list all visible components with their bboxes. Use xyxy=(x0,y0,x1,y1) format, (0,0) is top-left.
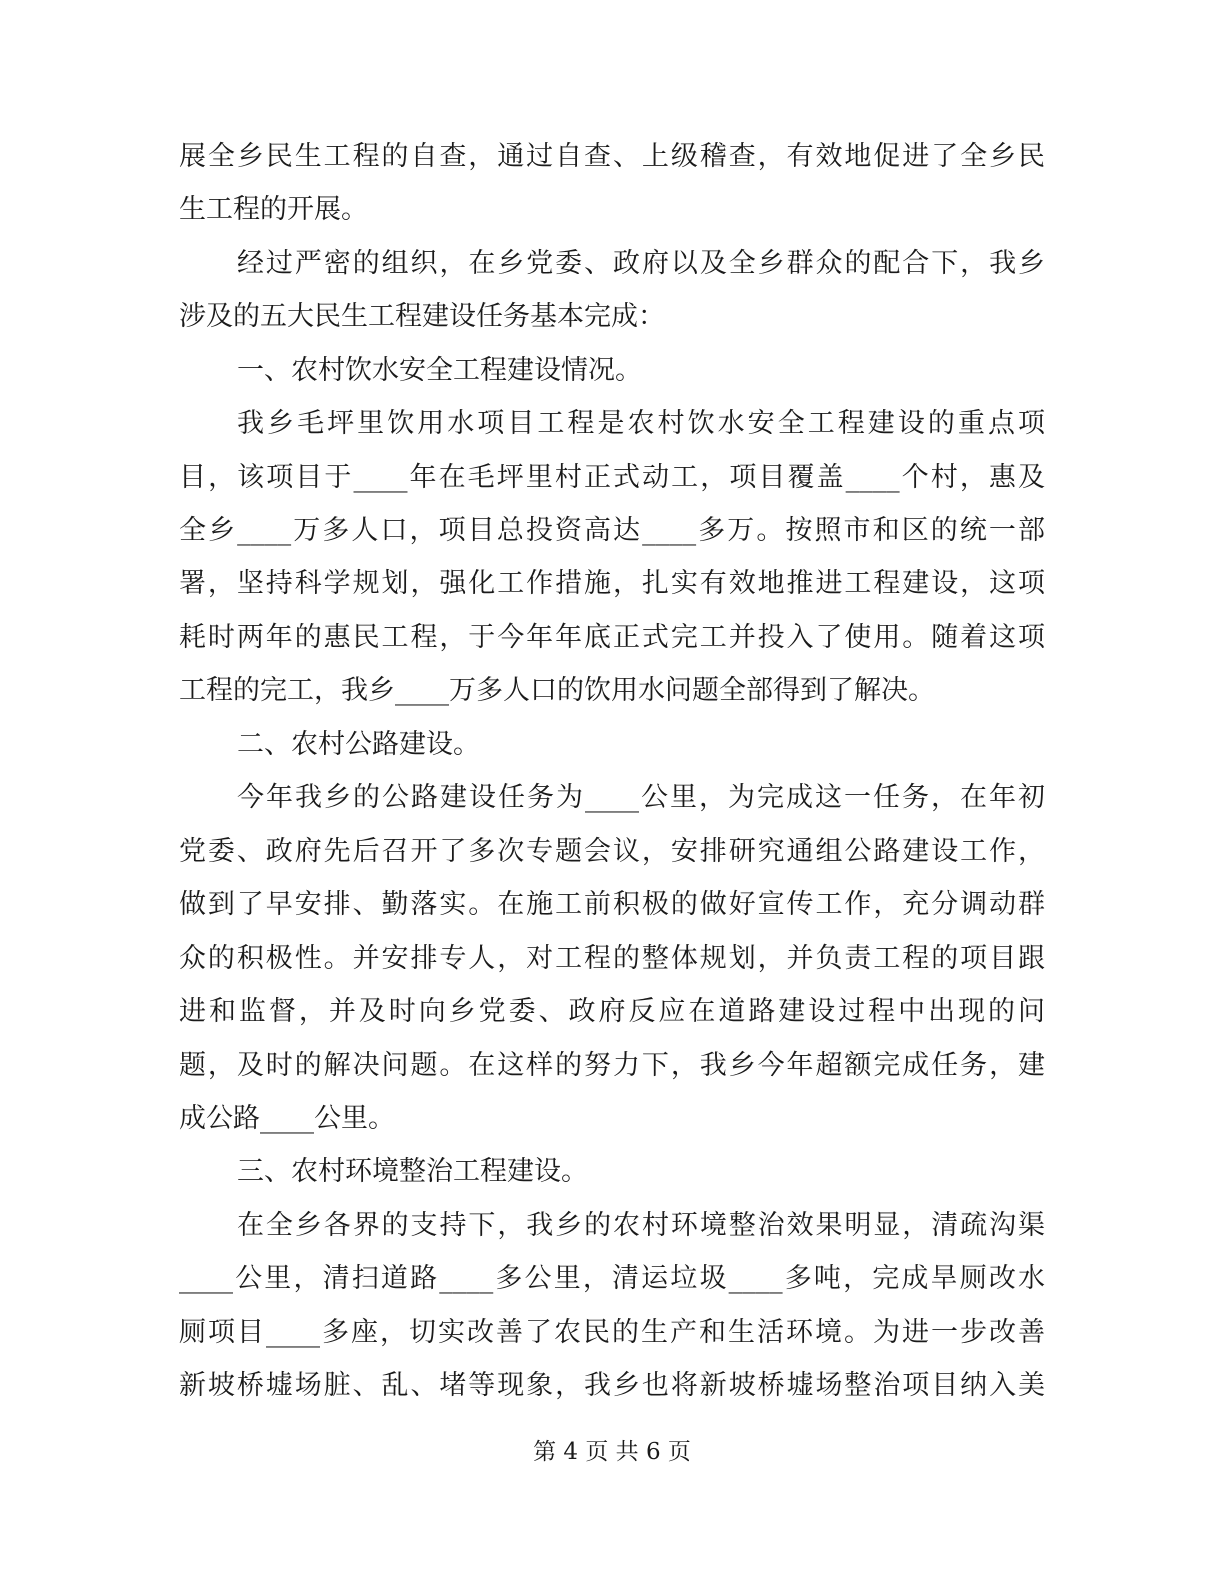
text-line: 经过严密的组织，在乡党委、政府以及全乡群众的配合下，我乡 xyxy=(237,248,1045,279)
text-line: 众的积极性。并安排专人，对工程的整体规划，并负责工程的项目跟 xyxy=(179,943,1045,974)
section-heading-3: 三、农村环境整治工程建设。 xyxy=(237,1156,588,1187)
text-line: 工程的完工，我乡____万多人口的饮用水问题全部得到了解决。 xyxy=(179,675,935,706)
text-line: 题，及时的解决问题。在这样的努力下，我乡今年超额完成任务，建 xyxy=(179,1050,1045,1081)
text-line: 全乡____万多人口，项目总投资高达____多万。按照市和区的统一部 xyxy=(179,515,1045,546)
text-line: 生工程的开展。 xyxy=(179,194,368,225)
page-footer: 第 4 页 共 6 页 xyxy=(533,1439,691,1465)
text-line: 在全乡各界的支持下，我乡的农村环境整治效果明显，清疏沟渠 xyxy=(237,1210,1045,1241)
text-line: 进和监督，并及时向乡党委、政府反应在道路建设过程中出现的问 xyxy=(179,996,1045,1027)
text-line: 成公路____公里。 xyxy=(179,1103,395,1134)
section-heading-1: 一、农村饮水安全工程建设情况。 xyxy=(237,355,642,386)
text-line: 党委、政府先后召开了多次专题会议，安排研究通组公路建设工作， xyxy=(179,836,1045,867)
text-line: 我乡毛坪里饮用水项目工程是农村饮水安全工程建设的重点项 xyxy=(237,408,1045,439)
text-line: 涉及的五大民生工程建设任务基本完成： xyxy=(179,301,665,332)
text-line: 新坡桥墟场脏、乱、堵等现象，我乡也将新坡桥墟场整治项目纳入美 xyxy=(179,1370,1045,1401)
text-line: 目，该项目于____年在毛坪里村正式动工，项目覆盖____个村，惠及 xyxy=(179,462,1045,493)
text-line: 做到了早安排、勤落实。在施工前积极的做好宣传工作，充分调动群 xyxy=(179,889,1045,920)
text-line: ____公里，清扫道路____多公里，清运垃圾____多吨，完成旱厕改水 xyxy=(179,1263,1045,1294)
section-heading-2: 二、农村公路建设。 xyxy=(237,729,480,760)
text-line: 耗时两年的惠民工程，于今年年底正式完工并投入了使用。随着这项 xyxy=(179,622,1045,653)
text-line: 展全乡民生工程的自查，通过自查、上级稽查，有效地促进了全乡民 xyxy=(179,141,1045,172)
text-line: 署，坚持科学规划，强化工作措施，扎实有效地推进工程建设，这项 xyxy=(179,568,1045,599)
text-line: 今年我乡的公路建设任务为____公里，为完成这一任务，在年初 xyxy=(237,782,1045,813)
text-line: 厕项目____多座，切实改善了农民的生产和生活环境。为进一步改善 xyxy=(179,1317,1045,1348)
